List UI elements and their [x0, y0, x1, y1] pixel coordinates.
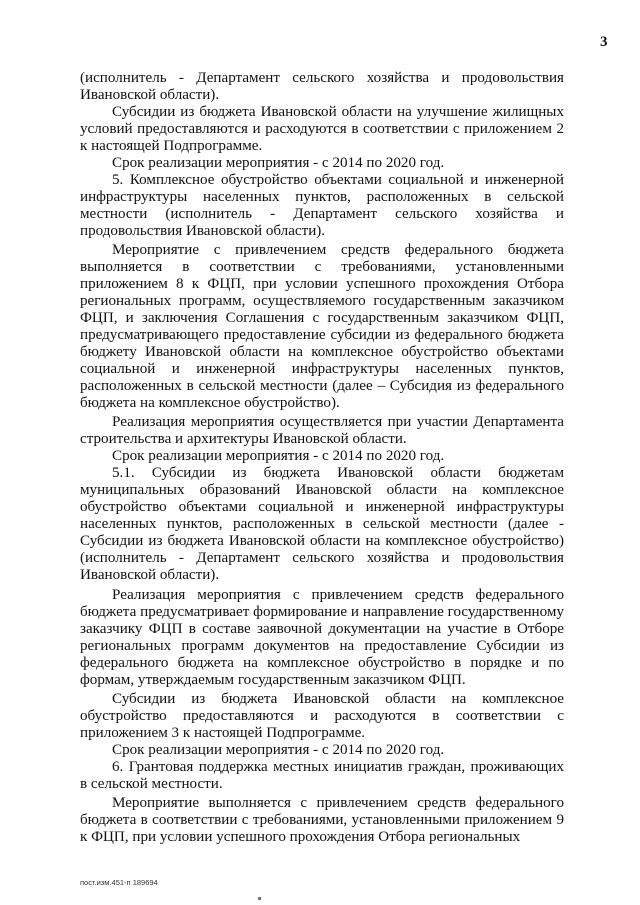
paragraph-regional-subsidies: Субсидии из бюджета Ивановской области на комплексное обустройство предоставляются и расходуются в соответствии с приложением 3 к настоящей Подпрограмме. — [80, 691, 564, 741]
paragraph-federal-budget: Мероприятие с привлечением средств федерального бюджета выполняется в соответствии с требованиями, установленными приложением 8 к ФЦП, при условии успешного прохождения Отбора региональных программ, осуществляемого государственным заказчиком ФЦП, и заключения Соглашения с государственным заказчиком ФЦП, предусматривающего предоставление субсидии из федерального бюджета бюджету Ивановской области на комплексное обустройство объектами социальной и инженерной инфраструктуры населенных пунктов, расположенных в сельской местности (далее – Субсидия из федерального бюджета на комплексное обустройство). — [80, 242, 564, 411]
paragraph-application-docs: Реализация мероприятия с привлечением средств федерального бюджета предусматривает формирование и направление государственному заказчику ФЦП в составе заявочной документации на участие в Отборе региональных программ документов на предоставление Субсидии из федерального бюджета на комплексное обустройство в порядке и по формам, утверждаемым государственным заказчиком ФЦП. — [80, 587, 564, 688]
paragraph-executor-note: (исполнитель - Департамент сельского хозяйства и продовольствия Ивановской области). — [80, 70, 564, 103]
paragraph-grant-support: Мероприятие выполняется с привлечением средств федерального бюджета в соответствии с требованиями, установленными приложением 9 к ФЦП, при условии успешного прохождения Отбора региональных — [80, 795, 564, 845]
paragraph-term: Срок реализации мероприятия - с 2014 по 2020 год. — [112, 742, 445, 758]
paragraph-item-5-1: 5.1. Субсидии из бюджета Ивановской области бюджетам муниципальных образований Ивановской области на комплексное обустройство объектами социальной и инженерной инфраструктуры населенных пунктов, расположенных в сельской местности (далее - Субсидии из бюджета Ивановской области на комплексное обустройство) (исполнитель - Департамент сельского хозяйства и продовольствия Ивановской области). — [80, 465, 564, 583]
footer-document-code: пост.изм.451-п 189694 — [80, 878, 158, 887]
scan-mark — [258, 897, 261, 900]
page-number: 3 — [600, 34, 608, 50]
paragraph-term: Срок реализации мероприятия - с 2014 по 2020 год. — [112, 448, 445, 464]
document-body — [80, 70, 564, 846]
paragraph-term: Срок реализации мероприятия - с 2014 по 2020 год. — [112, 155, 445, 171]
paragraph-item-5: 5. Комплексное обустройство объектами социальной и инженерной инфраструктуры населенных пунктов, расположенных в сельской местности (исполнитель - Департамент сельского хозяйства и продовольствия Ивановской области). — [80, 172, 564, 239]
paragraph-implementation: Реализация мероприятия осуществляется при участии Департамента строительства и архитектуры Ивановской области. — [80, 414, 564, 447]
paragraph-item-6: 6. Грантовая поддержка местных инициатив граждан, проживающих в сельской местности. — [80, 759, 564, 792]
paragraph-housing-subsidies: Субсидии из бюджета Ивановской области на улучшение жилищных условий предоставляются и расходуются в соответствии с приложением 2 к настоящей Подпрограмме. — [80, 104, 564, 154]
